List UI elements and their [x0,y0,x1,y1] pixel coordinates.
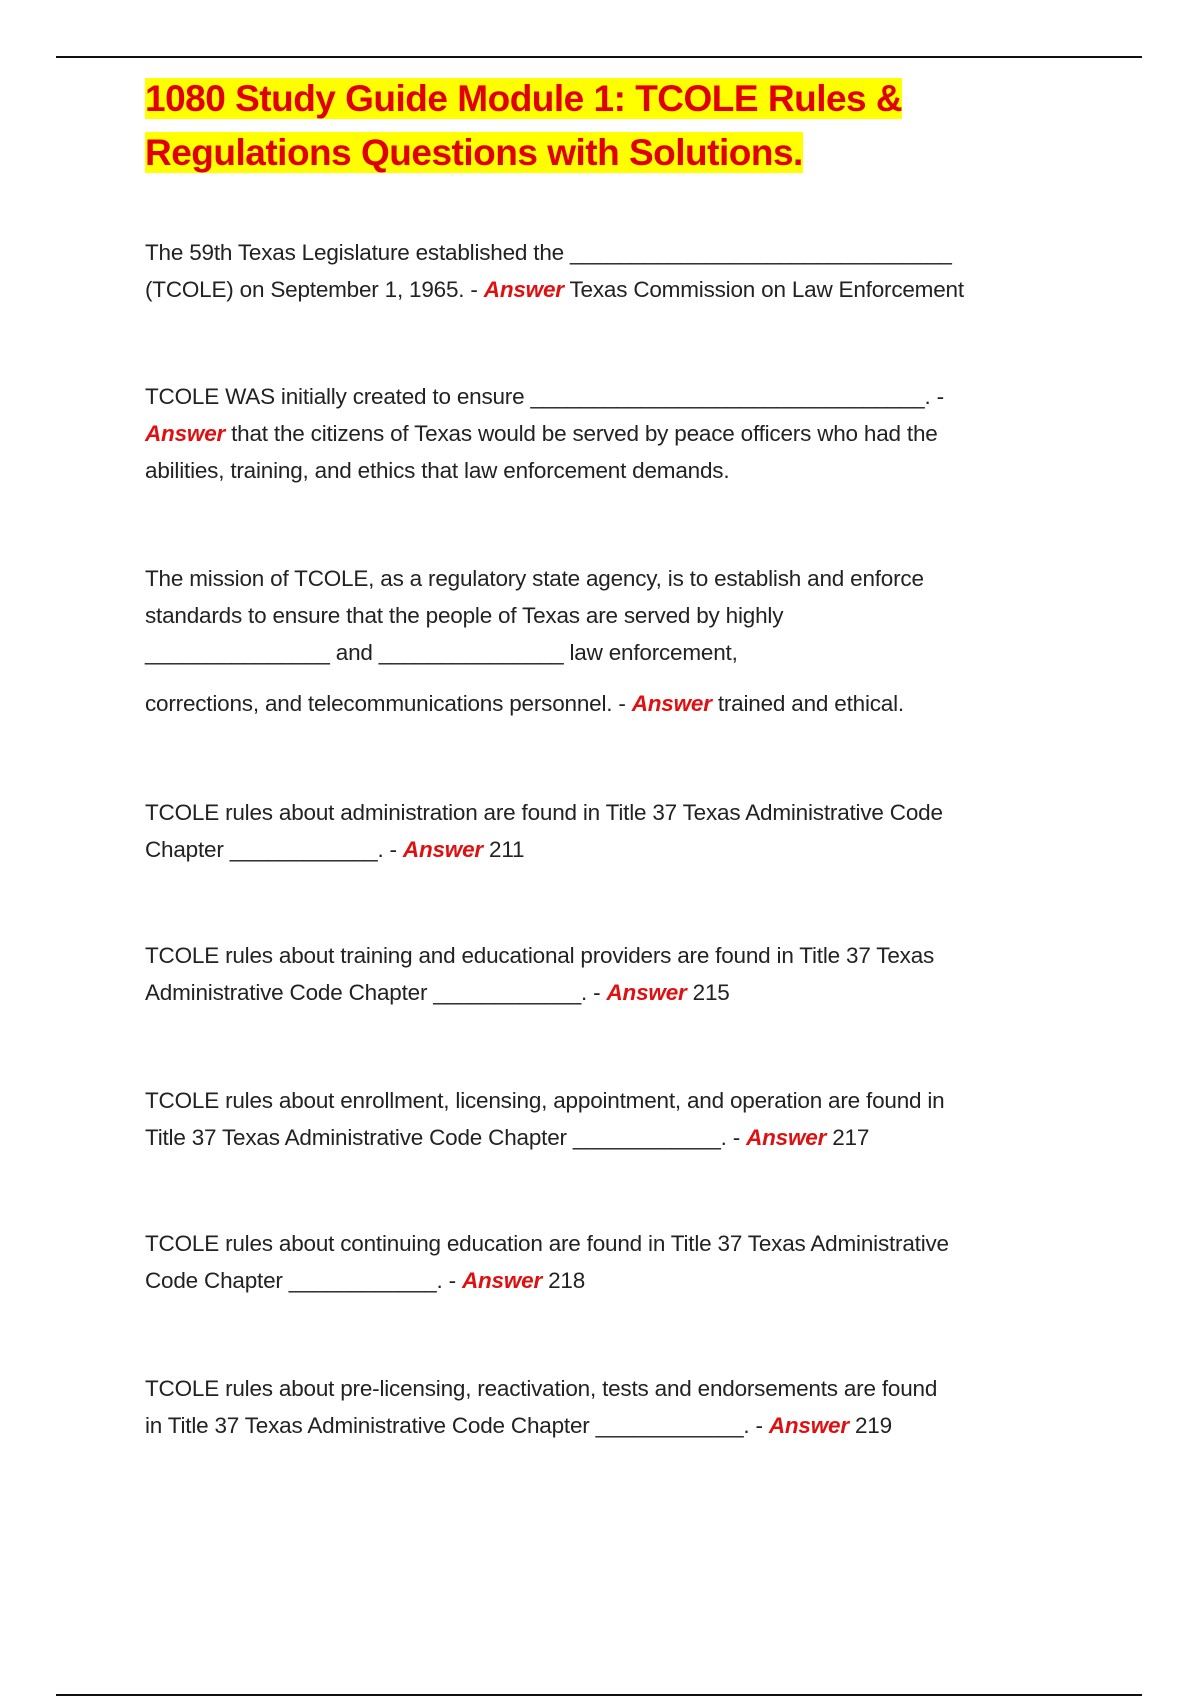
header-rule [56,56,1142,58]
title-line-2: Regulations Questions with Solutions. [145,132,803,173]
answer-text: trained and ethical. [711,691,904,716]
question-7 [145,1225,1145,1299]
document-title [145,72,902,180]
question-5 [145,937,1145,1011]
answer-label: Answer [606,980,687,1005]
question-text: TCOLE rules about pre-licensing, reactivation, tests and endorsements are found [145,1376,938,1401]
question-text: TCOLE rules about continuing education are found in Title 37 Texas Administrative [145,1231,949,1256]
answer-text-cont: abilities, training, and ethics that law enforcement demands. [145,458,730,483]
question-text: The mission of TCOLE, as a regulatory state agency, is to establish and enforce [145,566,924,591]
question-text: The 59th Texas Legislature established the _______________________________ [145,240,952,265]
question-text: TCOLE rules about enrollment, licensing, appointment, and operation are found in [145,1088,945,1113]
question-text: Administrative Code Chapter ____________. - [145,980,607,1005]
question-text: Chapter ____________. - [145,837,403,862]
question-text: Code Chapter ____________. - [145,1268,462,1293]
question-text: _______________ and _______________ law enforcement, [145,640,738,665]
question-2 [145,378,1145,489]
answer-label: Answer [483,277,564,302]
answer-label: Answer [746,1125,827,1150]
answer-text: 219 [848,1413,892,1438]
answer-label: Answer [402,837,483,862]
question-text: TCOLE WAS initially created to ensure ________________________________. - [145,384,944,409]
footer-rule [56,1694,1142,1696]
answer-text: 211 [482,837,525,862]
question-text: in Title 37 Texas Administrative Code Chapter ____________. - [145,1413,769,1438]
question-3 [145,560,1145,722]
answer-text: 218 [542,1268,586,1293]
question-text: TCOLE rules about training and educational providers are found in Title 37 Texas [145,943,935,968]
question-8 [145,1370,1145,1444]
question-text: standards to ensure that the people of Texas are served by highly [145,603,784,628]
question-text: corrections, and telecommunications personnel. - [145,691,632,716]
answer-text: 215 [686,980,730,1005]
answer-label: Answer [631,691,712,716]
question-text: Title 37 Texas Administrative Code Chapter ____________. - [145,1125,747,1150]
answer-text: Texas Commission on Law Enforcement [563,277,964,302]
question-text: TCOLE rules about administration are found in Title 37 Texas Administrative Code [145,800,943,825]
answer-label: Answer [768,1413,849,1438]
question-4 [145,794,1145,868]
answer-text: that the citizens of Texas would be served by peace officers who had the [225,421,938,446]
question-6 [145,1082,1145,1156]
question-text: (TCOLE) on September 1, 1965. - [145,277,484,302]
answer-label: Answer [461,1268,543,1293]
answer-label: Answer [145,421,226,446]
title-line-1: 1080 Study Guide Module 1: TCOLE Rules & [145,78,903,119]
question-1 [145,234,1145,308]
answer-text: 217 [826,1125,870,1150]
